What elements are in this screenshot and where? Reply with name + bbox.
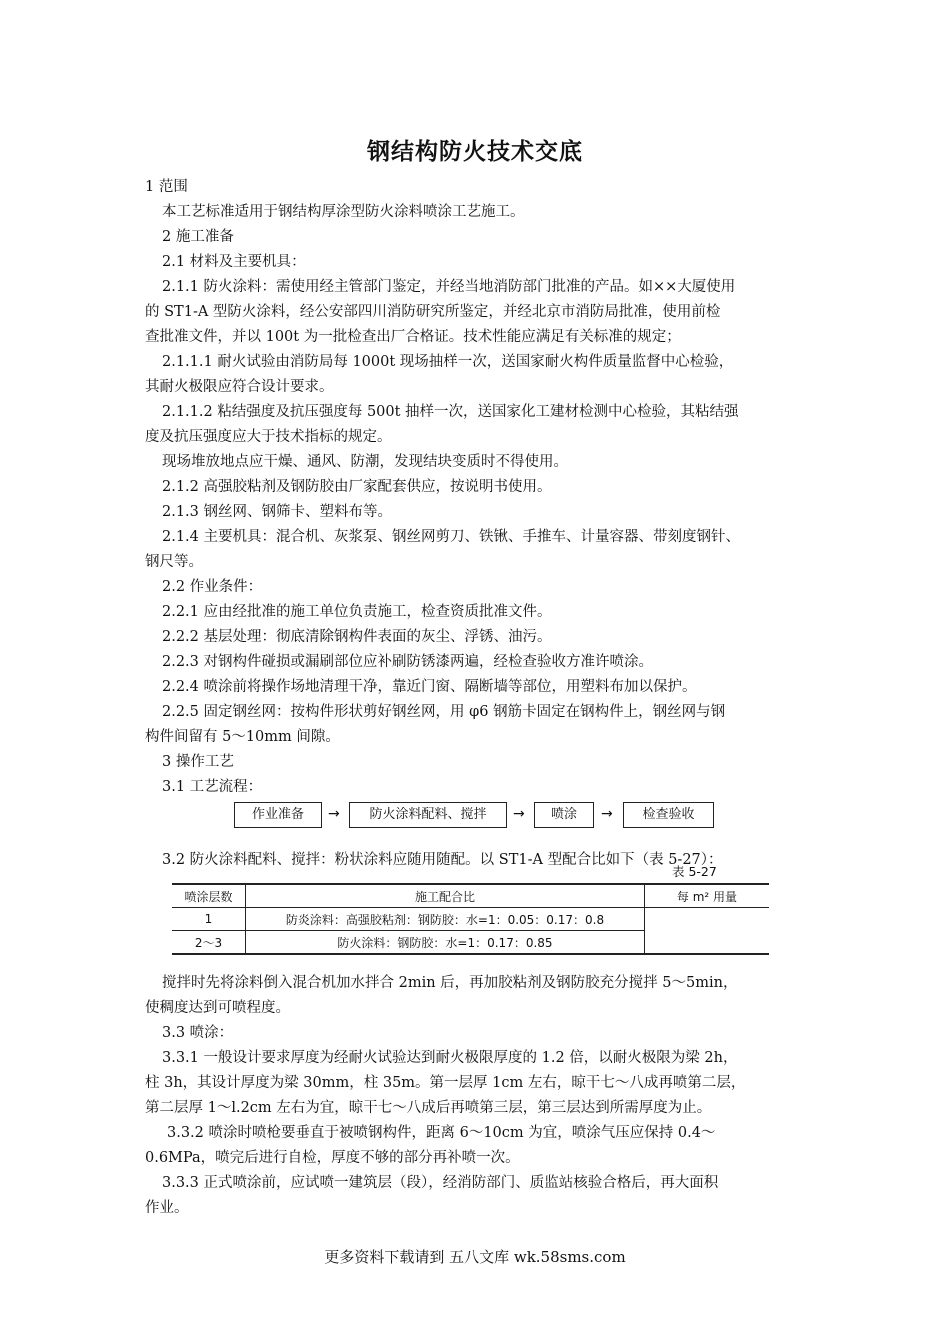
- paragraph-line: 本工艺标准适用于钢结构厚涂型防火涂料喷涂工艺施工。: [162, 204, 525, 220]
- paragraph-line: 的 ST1-A 型防火涂料，经公安部四川消防研究所鉴定，并经北京市消防局批准，使用前检: [145, 304, 721, 320]
- paragraph-line: 2.2.1 应由经批准的施工单位负责施工，检查资质批准文件。: [162, 604, 552, 620]
- paragraph-line: 2.1.2 高强胶粘剂及钢防胶由厂家配套供应，按说明书使用。: [162, 479, 552, 495]
- footer-text: 更多资料下载请到 五八文库 wk.58sms.com: [324, 1248, 626, 1266]
- section-heading: 3 操作工艺: [162, 754, 234, 770]
- paragraph-line: 3.3.1 一般设计要求厚度为经耐火试验达到耐火极限厚度的 1.2 倍，以耐火极限为梁 2h，: [162, 1050, 738, 1066]
- paragraph-line: 2.1.3 钢丝网、钢筛卡、塑料布等。: [162, 504, 393, 520]
- table-header-cell: 喷涂层数: [172, 884, 246, 908]
- paragraph-line: 查批准文件，并以 100t 为一批检查出厂合格证。技术性能应满足有关标准的规定；: [145, 329, 681, 345]
- flow-step: 检查验收: [623, 802, 714, 828]
- paragraph-line: 使稠度达到可喷程度。: [145, 1000, 290, 1016]
- table-header-cell: 每 m² 用量: [645, 884, 770, 908]
- document-title: 钢结构防火技术交底: [367, 138, 583, 165]
- subsection-heading: 2.2 作业条件：: [162, 579, 263, 595]
- arrow-right-icon: →: [328, 806, 340, 822]
- paragraph-line: 3.2 防火涂料配料、搅拌：粉状涂料应随用随配。以 ST1-A 型配合比如下（表 5-27）：: [162, 852, 723, 868]
- flow-step: 防火涂料配料、搅拌: [349, 802, 507, 828]
- paragraph-line: 作业。: [145, 1200, 189, 1216]
- section-heading: 2 施工准备: [162, 229, 234, 245]
- paragraph-line: 2.1.1 防火涂料：需使用经主管部门鉴定，并经当地消防部门批准的产品。如××大厦使用: [162, 279, 736, 295]
- paragraph-line: 3.3.3 正式喷涂前，应试喷一建筑层（段），经消防部门、质监站核验合格后，再大面积: [162, 1175, 719, 1191]
- paragraph-line: 2.2.2 基层处理：彻底清除钢构件表面的灰尘、浮锈、油污。: [162, 629, 552, 645]
- paragraph-line: 搅拌时先将涂料倒入混合机加水拌合 2min 后，再加胶粘剂及钢防胶充分搅拌 5～5min，: [162, 975, 738, 991]
- subsection-heading: 3.3 喷涂：: [162, 1025, 234, 1041]
- table-cell: 1: [172, 908, 246, 931]
- table-cell: 防火涂料：钢防胶：水=1：0.17：0.85: [246, 931, 645, 955]
- paragraph-line: 度及抗压强度应大于技术指标的规定。: [145, 429, 392, 445]
- subsection-heading: 3.1 工艺流程：: [162, 779, 263, 795]
- table-row: [172, 908, 769, 931]
- table-cell: 2～3: [172, 931, 246, 955]
- paragraph-line: 3.3.2 喷涂时喷枪要垂直于被喷钢构件，距离 6～10cm 为宜，喷涂气压应保持 0.4～: [167, 1125, 716, 1141]
- table-cell-empty: [645, 908, 770, 955]
- paragraph-line: 2.1.1.2 粘结强度及抗压强度每 500t 抽样一次，送国家化工建材检测中心检验，其粘结强: [162, 404, 739, 420]
- paragraph-line: 2.1.4 主要机具：混合机、灰浆泵、钢丝网剪刀、铁锹、手推车、计量容器、带刻度钢针、: [162, 529, 740, 545]
- subsection-heading: 2.1 材料及主要机具：: [162, 254, 306, 270]
- table-cell: 防炎涂料：高强胶粘剂：钢防胶：水=1：0.05：0.17：0.8: [246, 908, 645, 931]
- flow-step: 作业准备: [234, 802, 322, 828]
- table-header-cell: 施工配合比: [246, 884, 645, 908]
- paragraph-line: 0.6MPa，喷完后进行自检，厚度不够的部分再补喷一次。: [145, 1150, 520, 1166]
- paragraph-line: 构件间留有 5～10mm 间隙。: [145, 729, 340, 745]
- paragraph-line: 第二层厚 1～l.2cm 左右为宜，晾干七～八成后再喷第三层，第三层达到所需厚度为止。: [145, 1100, 712, 1116]
- arrow-right-icon: →: [513, 806, 525, 822]
- paragraph-line: 柱 3h，其设计厚度为梁 30mm，柱 35m。第一层厚 1cm 左右，晾干七～八成再喷第二层，: [145, 1075, 746, 1091]
- paragraph-line: 钢尺等。: [145, 554, 203, 570]
- paragraph-line: 2.2.5 固定钢丝网：按构件形状剪好钢丝网，用 φ6 钢筋卡固定在钢构件上，钢丝网与钢: [162, 704, 726, 720]
- arrow-right-icon: →: [601, 806, 613, 822]
- mix-ratio-table: [172, 883, 769, 955]
- paragraph-line: 现场堆放地点应干燥、通风、防潮，发现结块变质时不得使用。: [162, 454, 568, 470]
- paragraph-line: 2.1.1.1 耐火试验由消防局每 1000t 现场抽样一次，送国家耐火构件质量监督中心检验，: [162, 354, 734, 370]
- paragraph-line: 2.2.4 喷涂前将操作场地清理干净，靠近门窗、隔断墙等部位，用塑料布加以保护。: [162, 679, 697, 695]
- paragraph-line: 其耐火极限应符合设计要求。: [145, 379, 334, 395]
- table-header-row: [172, 884, 769, 908]
- flow-step: 喷涂: [534, 802, 594, 828]
- table-caption: 表 5-27: [672, 864, 717, 879]
- section-heading: 1 范围: [145, 179, 188, 195]
- paragraph-line: 2.2.3 对钢构件碰损或漏刷部位应补刷防锈漆两遍，经检查验收方准许喷涂。: [162, 654, 654, 670]
